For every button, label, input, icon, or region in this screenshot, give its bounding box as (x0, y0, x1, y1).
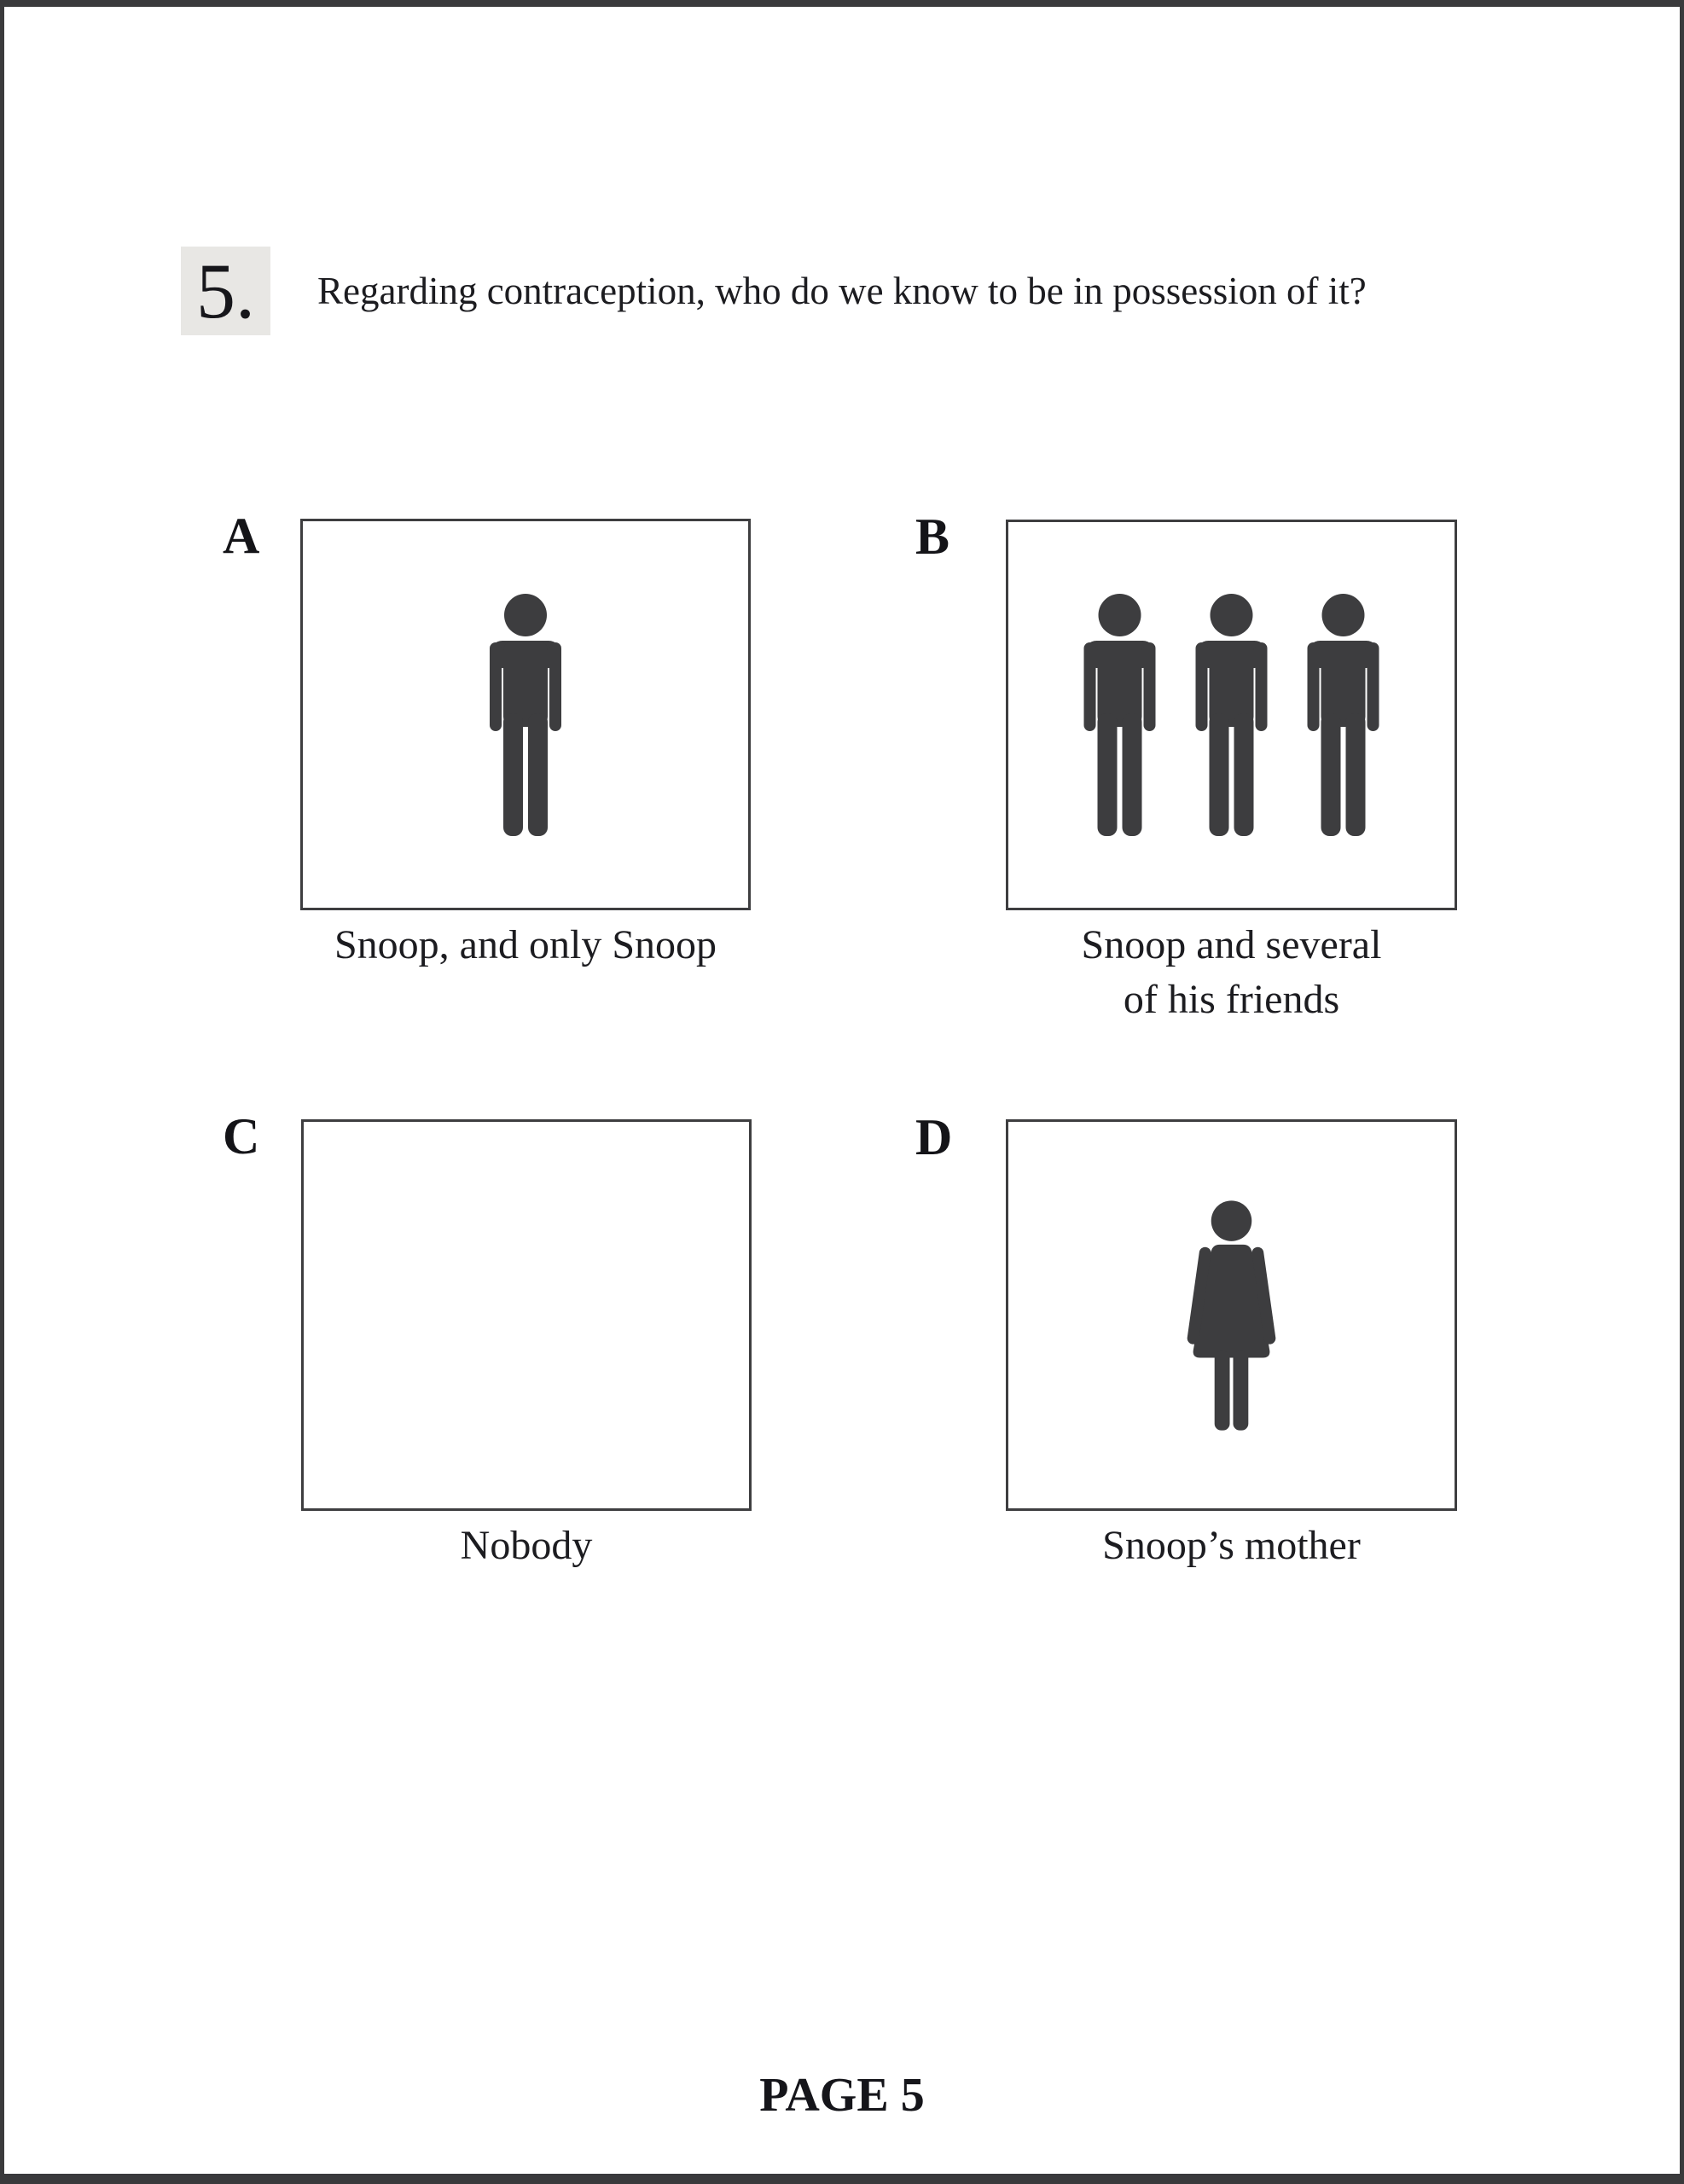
option-b-caption (1006, 918, 1457, 1027)
option-a-caption (300, 918, 751, 973)
option-d-letter: D (915, 1109, 953, 1165)
option-c-box (301, 1119, 752, 1511)
option-a-box (300, 519, 751, 910)
caption-line: Snoop and several (1081, 922, 1382, 967)
option-d-caption (1006, 1519, 1457, 1573)
man-icon (1299, 594, 1387, 836)
option-d-box (1006, 1119, 1457, 1511)
caption-line: Snoop’s mother (1102, 1523, 1361, 1568)
page-footer: PAGE 5 (759, 2069, 925, 2122)
option-c-letter: C (223, 1108, 260, 1165)
man-icon (482, 594, 569, 836)
option-a-letter: A (223, 508, 260, 564)
option-c-caption (301, 1519, 752, 1573)
man-icon (1076, 594, 1164, 836)
quiz-page (4, 7, 1680, 2174)
woman-icon (1188, 1199, 1275, 1432)
caption-line: Snoop, and only Snoop (334, 922, 717, 967)
man-icon (1188, 594, 1275, 836)
question-text: Regarding contraception, who do we know to be in possession of it? (317, 270, 1367, 312)
caption-line: Nobody (460, 1523, 593, 1568)
caption-line: of his friends (1123, 977, 1340, 1022)
question-number-box (181, 247, 270, 335)
option-b-box (1006, 520, 1457, 910)
option-b-letter: B (915, 508, 950, 565)
question-number: 5. (196, 247, 255, 334)
